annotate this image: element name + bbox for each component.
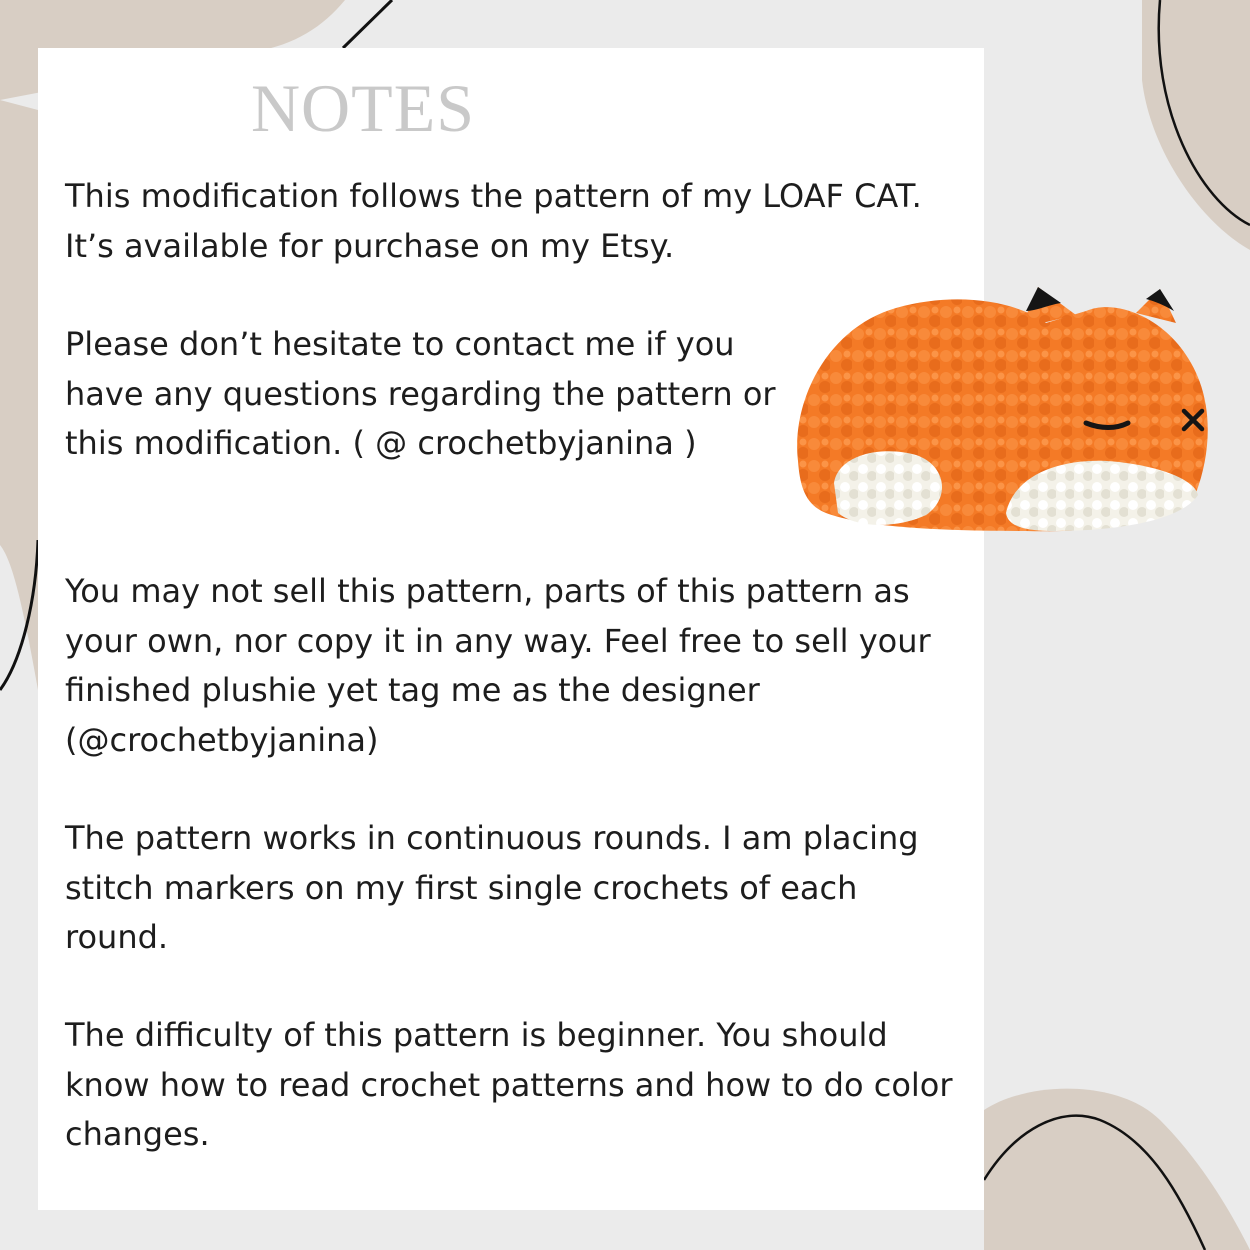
line-top (343, 0, 392, 48)
paragraph-difficulty: The difficulty of this pattern is beginner. You should know how to read crochet patterns and how to do color changes. (65, 1016, 953, 1153)
paragraph-loaf-cat: This modification follows the pattern of my LOAF CAT. It’s available for purchase on my Etsy. (65, 177, 922, 265)
notes-card (38, 48, 984, 1210)
paragraph-copyright: You may not sell this pattern, parts of this pattern as your own, nor copy it in any way. Feel free to sell your finished plushie yet tag me as the designer (@crochetbyjanina) (65, 572, 931, 759)
blob-bottom-right (984, 1089, 1250, 1250)
plush-paw-left (834, 451, 942, 525)
orange-cat-plushie-icon (786, 283, 1216, 545)
paragraph-contact: Please don’t hesitate to contact me if you have any questions regarding the pattern or this modification. ( @ crochetbyjanina ) (65, 325, 776, 462)
page-title: NOTES (250, 70, 476, 146)
paragraph-continuous-rounds: The pattern works in continuous rounds. I am placing stitch markers on my first single crochets of each round. (65, 819, 919, 956)
